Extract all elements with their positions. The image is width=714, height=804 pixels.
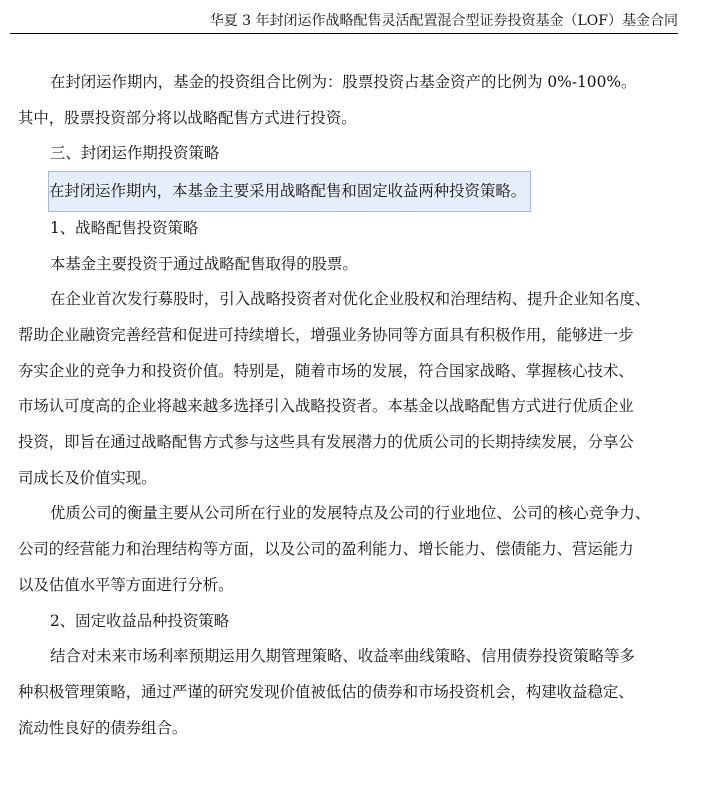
text-line: 司成长及价值实现。 (18, 468, 157, 487)
subsection-heading: 2、固定收益品种投资策略 (50, 611, 230, 630)
text-line: 优质公司的衡量主要从公司所在行业的发展特点及公司的行业地位、公司的核心竞争力、 (50, 504, 651, 523)
text-line: 本基金主要投资于通过战略配售取得的股票。 (50, 254, 358, 273)
highlighted-line[interactable] (0, 172, 714, 211)
subsection-heading: 1、战略配售投资策略 (50, 218, 199, 237)
text-line: 流动性良好的债券组合。 (18, 718, 188, 737)
text-line: 种积极管理策略，通过严谨的研究发现价值被低估的债券和市场投资机会，构建收益稳定、 (18, 682, 634, 701)
text-line: 帮助企业融资完善经营和促进可持续增长，增强业务协同等方面具有积极作用，能够进一步 (18, 325, 634, 344)
page-header (10, 10, 678, 34)
text-line: 夯实企业的竞争力和投资价值。特别是，随着市场的发展，符合国家战略、掌握核心技术、 (18, 361, 634, 380)
section-heading: 三、封闭运作期投资策略 (50, 144, 220, 163)
text-line: 以及估值水平等方面进行分析。 (18, 575, 234, 594)
text-selection[interactable]: 在封闭运作期内，本基金主要采用战略配售和固定收益两种投资策略。 (49, 172, 530, 211)
document-body (0, 65, 714, 746)
text-line: 市场认可度高的企业将越来越多选择引入战略投资者。本基金以战略配售方式进行优质企业 (18, 397, 634, 416)
text-line: 在封闭运作期内，基金的投资组合比例为：股票投资占基金资产的比例为 0%-100%。 (50, 73, 637, 91)
text-line: 在企业首次发行募股时，引入战略投资者对优化企业股权和治理结构、提升企业知名度、 (50, 290, 651, 309)
header-title: 华夏 3 年封闭运作战略配售灵活配置混合型证券投资基金（LOF）基金合同 (209, 13, 678, 29)
text-line: 结合对未来市场利率预期运用久期管理策略、收益率曲线策略、信用债券投资策略等多 (50, 647, 635, 666)
text-line: 公司的经营能力和治理结构等方面，以及公司的盈利能力、增长能力、偿债能力、营运能力 (18, 540, 634, 559)
text-line: 其中，股票投资部分将以战略配售方式进行投资。 (18, 108, 357, 127)
text-line: 投资，即旨在通过战略配售方式参与这些具有发展潜力的优质公司的长期持续发展，分享公 (18, 433, 634, 452)
